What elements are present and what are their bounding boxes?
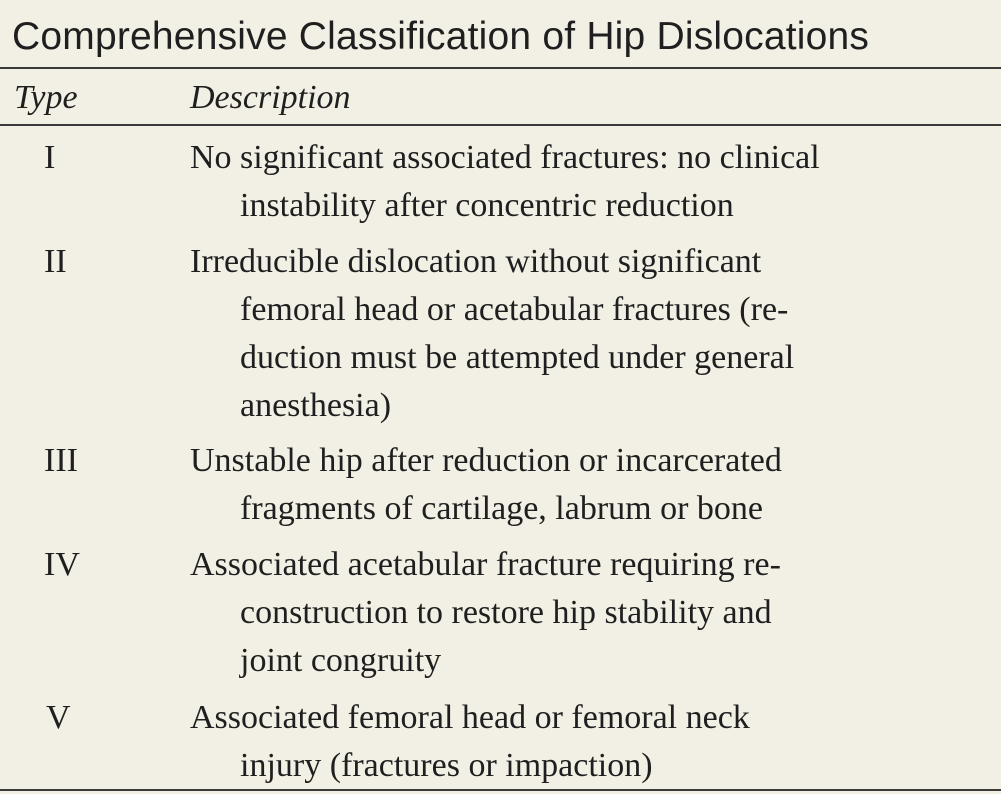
- description-line: Associated femoral head or femoral neck: [190, 699, 750, 736]
- description-cell: [190, 541, 990, 685]
- description-line: Unstable hip after reduction or incarcerated: [190, 442, 782, 479]
- column-header-type: Type: [14, 79, 78, 116]
- description-line: Associated acetabular fracture requiring re-: [190, 546, 781, 583]
- description-line: joint congruity: [240, 642, 442, 679]
- description-cell: [190, 134, 990, 230]
- description-line: injury (fractures or impaction): [240, 747, 653, 784]
- description-line: anesthesia): [240, 387, 392, 424]
- type-cell: IV: [44, 546, 80, 583]
- description-line: No significant associated fractures: no clinical: [190, 139, 820, 176]
- type-cell: I: [44, 139, 56, 176]
- bottom-rule: [0, 789, 1001, 791]
- type-cell: III: [44, 442, 78, 479]
- description-line: duction must be attempted under general: [240, 339, 795, 376]
- description-cell: [190, 238, 990, 430]
- description-cell: [190, 694, 990, 790]
- description-line: construction to restore hip stability and: [240, 594, 772, 631]
- top-rule: [0, 67, 1001, 69]
- type-cell: V: [46, 699, 71, 736]
- description-line: instability after concentric reduction: [240, 187, 734, 224]
- column-header-description: Description: [190, 79, 351, 116]
- type-cell: II: [44, 243, 67, 280]
- description-line: Irreducible dislocation without significant: [190, 243, 762, 280]
- description-line: femoral head or acetabular fractures (re-: [240, 291, 789, 328]
- header-rule: [0, 124, 1001, 126]
- description-cell: [190, 437, 990, 533]
- table-title: Comprehensive Classification of Hip Dislocations: [12, 15, 870, 58]
- description-line: fragments of cartilage, labrum or bone: [240, 490, 764, 527]
